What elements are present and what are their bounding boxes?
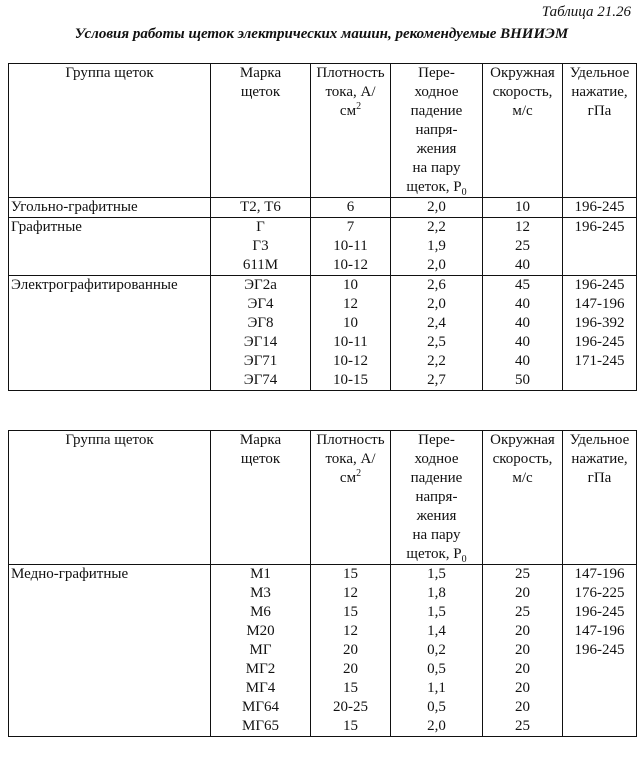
value-drop: 2,0 <box>427 296 446 312</box>
value-brands: М6 <box>250 604 271 620</box>
header-drop <box>391 64 483 198</box>
header-density <box>311 431 391 565</box>
value-density: 7 <box>346 219 355 235</box>
value-speed: 20 <box>515 585 530 601</box>
cell-brands <box>211 565 311 737</box>
value-brands: ЭГ2а <box>244 277 277 293</box>
header-group-label: Группа щеток <box>65 432 154 448</box>
header-density-line: Плотность <box>316 432 385 448</box>
value-density: 10-12 <box>333 257 368 273</box>
header-drop-line: на пару <box>412 527 461 543</box>
value-drop: 1,9 <box>427 238 446 254</box>
table-body-top <box>9 64 637 391</box>
header-speed-line: Окружная <box>490 65 555 81</box>
value-speed: 20 <box>515 699 530 715</box>
value-density: 10 <box>343 277 358 293</box>
header-pressure-line: нажатие, <box>571 84 628 100</box>
header-drop-line: падение <box>410 103 463 119</box>
cell-brands <box>211 198 311 218</box>
value-drop: 2,0 <box>427 199 446 215</box>
header-speed-line: м/с <box>512 103 533 119</box>
header-group-label: Группа щеток <box>65 65 154 81</box>
cell-pressure <box>563 276 637 391</box>
header-brand-line: Марка <box>239 432 282 448</box>
value-drop: 0,5 <box>427 699 446 715</box>
cell-pressure <box>563 565 637 737</box>
table-body-bottom <box>9 431 637 737</box>
value-density: 15 <box>343 604 358 620</box>
header-drop-line: жения <box>416 508 457 524</box>
value-pressure <box>565 698 634 717</box>
cell-pressure <box>563 218 637 276</box>
value-speed: 25 <box>515 238 530 254</box>
header-drop-line <box>393 545 480 564</box>
value-density: 12 <box>343 585 358 601</box>
header-speed-line: скорость, <box>492 84 553 100</box>
header-pressure-line: Удельное <box>569 432 630 448</box>
header-drop-symbol: щеток, Р <box>406 179 462 195</box>
value-density: 12 <box>343 623 358 639</box>
value-pressure <box>565 679 634 698</box>
header-drop-subscript: 0 <box>461 187 467 198</box>
header-row <box>9 431 637 565</box>
value-brands: 611М <box>242 257 279 273</box>
header-pressure-line: Удельное <box>569 65 630 81</box>
value-drop: 2,4 <box>427 315 446 331</box>
value-brands: Г3 <box>252 238 269 254</box>
header-row <box>9 64 637 198</box>
header-drop-line: ходное <box>414 451 459 467</box>
brush-table-top <box>8 63 637 391</box>
value-pressure: 147-196 <box>574 623 625 639</box>
header-density-unit: см <box>339 103 357 119</box>
value-density: 20 <box>343 642 358 658</box>
value-brands: МГ4 <box>245 680 276 696</box>
group-name <box>9 276 211 391</box>
table-row <box>9 565 637 737</box>
value-density: 10 <box>343 315 358 331</box>
cell-density <box>311 218 391 276</box>
header-drop-line: на пару <box>412 160 461 176</box>
value-drop: 2,0 <box>427 718 446 734</box>
value-pressure: 196-245 <box>574 199 625 215</box>
value-drop: 1,5 <box>427 566 446 582</box>
table-row <box>9 276 637 391</box>
value-drop: 0,5 <box>427 661 446 677</box>
value-drop: 1,5 <box>427 604 446 620</box>
value-speed: 12 <box>515 219 530 235</box>
value-density: 20-25 <box>333 699 368 715</box>
value-density: 6 <box>346 199 355 215</box>
header-density <box>311 64 391 198</box>
header-speed-line: м/с <box>512 470 533 486</box>
value-speed: 45 <box>515 277 530 293</box>
group-name-label: Угольно-графитные <box>11 199 138 215</box>
group-name-label: Графитные <box>11 219 82 235</box>
cell-pressure <box>563 198 637 218</box>
value-speed: 40 <box>515 353 530 369</box>
cell-brands <box>211 218 311 276</box>
value-density: 20 <box>343 661 358 677</box>
value-density: 10-11 <box>333 238 368 254</box>
value-speed: 20 <box>515 642 530 658</box>
brush-table-bottom <box>8 430 637 737</box>
header-drop-line: напря- <box>415 122 458 138</box>
header-density-exponent: 2 <box>356 101 362 112</box>
cell-brands <box>211 276 311 391</box>
value-brands: ЭГ71 <box>243 353 278 369</box>
value-pressure: 196-245 <box>574 219 625 235</box>
value-speed: 25 <box>515 566 530 582</box>
header-pressure <box>563 431 637 565</box>
group-name-label: Медно-графитные <box>11 566 129 582</box>
value-brands: МГ <box>249 642 272 658</box>
cell-drop <box>391 198 483 218</box>
value-pressure: 196-392 <box>574 315 625 331</box>
value-brands: ЭГ74 <box>243 372 278 388</box>
header-brand-line: щеток <box>240 451 281 467</box>
header-pressure-line: гПа <box>587 470 612 486</box>
value-pressure: 147-196 <box>574 566 625 582</box>
cell-speed <box>483 565 563 737</box>
value-pressure <box>565 660 634 679</box>
value-pressure <box>565 371 634 390</box>
value-speed: 25 <box>515 604 530 620</box>
value-drop: 1,8 <box>427 585 446 601</box>
value-speed: 50 <box>515 372 530 388</box>
group-name <box>9 198 211 218</box>
value-speed: 40 <box>515 315 530 331</box>
value-drop: 1,4 <box>427 623 446 639</box>
value-drop: 2,6 <box>427 277 446 293</box>
header-speed-line: Окружная <box>490 432 555 448</box>
header-brand <box>211 431 311 565</box>
value-drop: 2,5 <box>427 334 446 350</box>
value-brands: ЭГ14 <box>243 334 278 350</box>
value-density: 10-11 <box>333 334 368 350</box>
value-drop: 1,1 <box>427 680 446 696</box>
value-pressure <box>565 237 634 256</box>
header-speed <box>483 64 563 198</box>
cell-speed <box>483 276 563 391</box>
header-drop-line: Пере- <box>418 432 455 448</box>
cell-density <box>311 276 391 391</box>
value-brands: ЭГ8 <box>247 315 274 331</box>
header-pressure-line: нажатие, <box>571 451 628 467</box>
cell-speed <box>483 198 563 218</box>
value-pressure <box>565 717 634 736</box>
value-brands: Г <box>256 219 265 235</box>
value-brands: М1 <box>250 566 271 582</box>
header-density-exponent: 2 <box>356 468 362 479</box>
header-drop-line: ходное <box>414 84 459 100</box>
value-pressure: 196-245 <box>574 642 625 658</box>
header-drop-symbol: щеток, Р <box>406 546 462 562</box>
cell-drop <box>391 218 483 276</box>
value-density: 12 <box>343 296 358 312</box>
value-speed: 10 <box>515 199 530 215</box>
group-name <box>9 565 211 737</box>
value-pressure: 196-245 <box>574 277 625 293</box>
value-pressure: 176-225 <box>574 585 625 601</box>
value-speed: 40 <box>515 296 530 312</box>
header-group <box>9 431 211 565</box>
header-group <box>9 64 211 198</box>
value-brands: МГ64 <box>241 699 279 715</box>
header-speed-line: скорость, <box>492 451 553 467</box>
value-brands: МГ2 <box>245 661 276 677</box>
header-density-line <box>313 469 388 488</box>
header-density-line: Плотность <box>316 65 385 81</box>
value-pressure <box>565 256 634 275</box>
header-density-line <box>313 102 388 121</box>
value-brands: Т2, Т6 <box>240 199 281 215</box>
value-drop: 2,2 <box>427 353 446 369</box>
value-density: 10-12 <box>333 353 368 369</box>
header-density-line: тока, А/ <box>325 84 376 100</box>
header-brand-line: Марка <box>239 65 282 81</box>
value-drop: 0,2 <box>427 642 446 658</box>
value-speed: 25 <box>515 718 530 734</box>
cell-speed <box>483 218 563 276</box>
value-density: 15 <box>343 718 358 734</box>
value-density: 10-15 <box>333 372 368 388</box>
header-pressure <box>563 64 637 198</box>
header-drop-subscript: 0 <box>461 554 467 565</box>
group-name-label: Электрографитированные <box>11 277 178 293</box>
value-speed: 40 <box>515 257 530 273</box>
value-speed: 20 <box>515 661 530 677</box>
header-drop-line: Пере- <box>418 65 455 81</box>
value-pressure: 196-245 <box>574 334 625 350</box>
cell-drop <box>391 276 483 391</box>
table-row <box>9 198 637 218</box>
value-drop: 2,7 <box>427 372 446 388</box>
cell-density <box>311 565 391 737</box>
table-title: Условия работы щеток электрических машин, рекомендуемые ВНИИЭМ <box>74 26 569 42</box>
value-speed: 20 <box>515 680 530 696</box>
value-density: 15 <box>343 680 358 696</box>
header-drop-line: напря- <box>415 489 458 505</box>
value-speed: 40 <box>515 334 530 350</box>
header-density-unit: см <box>339 470 357 486</box>
value-speed: 20 <box>515 623 530 639</box>
header-drop-line: жения <box>416 141 457 157</box>
header-speed <box>483 431 563 565</box>
header-pressure-line: гПа <box>587 103 612 119</box>
value-density: 15 <box>343 566 358 582</box>
value-drop: 2,2 <box>427 219 446 235</box>
cell-drop <box>391 565 483 737</box>
value-pressure: 171-245 <box>574 353 625 369</box>
header-brand-line: щеток <box>240 84 281 100</box>
header-density-line: тока, А/ <box>325 451 376 467</box>
header-drop-line <box>393 178 480 197</box>
value-pressure: 147-196 <box>574 296 625 312</box>
table-number: Таблица 21.26 <box>541 4 631 20</box>
header-drop <box>391 431 483 565</box>
header-drop-line: падение <box>410 470 463 486</box>
value-pressure: 196-245 <box>574 604 625 620</box>
header-brand <box>211 64 311 198</box>
value-brands: М3 <box>250 585 271 601</box>
cell-density <box>311 198 391 218</box>
value-brands: М20 <box>246 623 275 639</box>
value-brands: МГ65 <box>241 718 279 734</box>
group-name <box>9 218 211 276</box>
value-drop: 2,0 <box>427 257 446 273</box>
table-row <box>9 218 637 276</box>
value-brands: ЭГ4 <box>247 296 274 312</box>
